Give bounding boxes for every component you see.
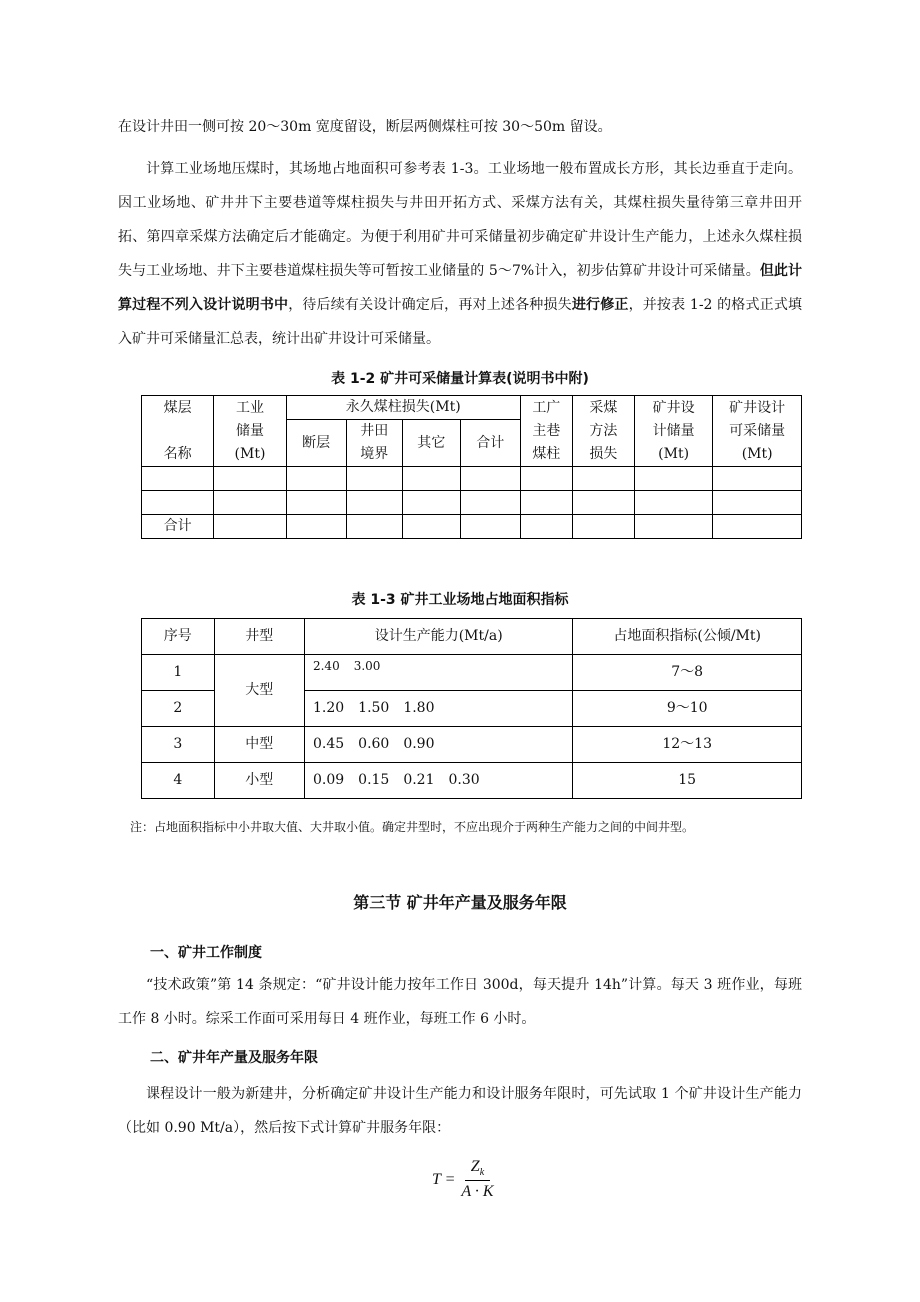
emphasis-text: 但此计算过程不列入设计说明书中 — [118, 263, 802, 313]
header-cell: 序号 — [142, 619, 215, 655]
capacity-value: 0.45 — [312, 736, 345, 752]
paragraph-output: 课程设计一般为新建井，分析确定矿井设计生产能力和设计服务年限时，可先试取 1 个矿井设计生产能力（比如 0.90 Mt/a），然后按下式计算矿井服务年限： — [118, 1086, 802, 1136]
table-row — [142, 515, 802, 539]
table-note: 注：占地面积指标中小井取大值、大井取小值。确定井型时，不应出现介于两种生产能力之间的中间井型。 — [130, 820, 695, 834]
capacity-value: 1.80 — [403, 700, 435, 716]
capacity-values — [304, 691, 572, 727]
header-text: 名称 — [163, 445, 192, 462]
capacity-values — [304, 763, 572, 799]
table-row — [142, 763, 802, 799]
header-cell: 断层 — [286, 420, 346, 467]
section-title: 第三节 矿井年产量及服务年限 — [353, 893, 567, 912]
capacity-value: 3.00 — [353, 659, 381, 673]
header-cell — [142, 396, 214, 467]
area-value: 9～10 — [573, 691, 802, 727]
numerator-subscript: k — [479, 1167, 485, 1179]
row-number: 2 — [142, 691, 215, 727]
header-cell — [713, 396, 802, 467]
capacity-value: 1.20 — [312, 700, 345, 716]
paragraph-text: ，待后续有关设计确定后，再对上述各种损失 — [288, 297, 572, 313]
header-cell: 合计 — [460, 420, 520, 467]
header-text: 煤层 — [163, 399, 192, 416]
header-text: 煤柱 — [532, 445, 561, 462]
header-cell — [634, 396, 712, 467]
capacity-values — [304, 727, 572, 763]
capacity-value: 2.40 — [312, 659, 340, 673]
header-text: (Mt) — [234, 445, 266, 462]
paragraph-text: ，并按表 1-2 的格式正式填入矿井可采储量汇总表，统计出矿井设计可采储量。 — [118, 297, 803, 347]
paragraph-work-system: “技术政策”第 14 条规定：“矿井设计能力按年工作日 300d，每天提升 14h”计算。每天 3 班作业，每班工作 8 小时。综采工作面可采用每日 4 班作业，每班工作 6 小时。 — [118, 977, 802, 1027]
header-cell: 其它 — [402, 420, 460, 467]
mine-type: 中型 — [214, 727, 304, 763]
header-text: 采煤 — [589, 399, 618, 416]
area-value: 12～13 — [573, 727, 802, 763]
table-1-3 — [141, 618, 802, 799]
header-cell — [520, 396, 572, 467]
header-text: 损失 — [589, 445, 618, 462]
header-cell — [214, 396, 286, 467]
table-row — [142, 491, 802, 515]
table-1-3-caption: 表 1-3 矿井工业场地占地面积指标 — [351, 592, 569, 608]
header-text: (Mt) — [658, 445, 690, 462]
table-1-2-caption: 表 1-2 矿井可采储量计算表(说明书中附) — [331, 371, 589, 387]
header-text: 境界 — [360, 446, 389, 462]
formula-fraction — [461, 1158, 493, 1201]
header-text: 矿井设 — [652, 399, 695, 416]
header-text: 储量 — [235, 422, 264, 439]
capacity-value: 0.15 — [358, 772, 390, 788]
header-text: 方法 — [589, 422, 618, 439]
header-text: 井田 — [360, 423, 389, 439]
table-row — [142, 467, 802, 491]
header-text: 工业 — [235, 399, 264, 416]
subsection-title-output: 二、矿井年产量及服务年限 — [150, 1050, 318, 1066]
area-value: 7～8 — [573, 655, 802, 691]
numerator-symbol: Z — [470, 1158, 480, 1175]
area-value: 15 — [573, 763, 802, 799]
header-text: 矿井设计 — [729, 399, 786, 416]
mine-type: 大型 — [214, 655, 304, 727]
service-life-formula — [432, 1158, 494, 1201]
paragraph-industrial-site — [118, 152, 802, 356]
paragraph-coal-pillar: 在设计井田一侧可按 20～30m 宽度留设，断层两侧煤柱可按 30～50m 留设。 — [118, 119, 612, 135]
emphasis-text: 进行修正 — [571, 297, 629, 313]
header-text: (Mt) — [741, 445, 773, 462]
row-number: 3 — [142, 727, 215, 763]
header-cell: 永久煤柱损失(Mt) — [286, 396, 520, 420]
capacity-value: 0.21 — [403, 772, 435, 788]
formula-numerator — [465, 1158, 490, 1181]
table-1-2 — [141, 395, 802, 539]
formula-lhs: T = — [432, 1170, 456, 1188]
table-row — [142, 727, 802, 763]
paragraph-text: 计算工业场地压煤时，其场地占地面积可参考表 1-3。工业场地一般布置成长方形，其长边垂直于走向。因工业场地、矿井井下主要巷道等煤柱损失与井田开拓方式、采煤方法有关，其煤柱损失量待第三章井田开拓、第四章采煤方法确定后才能确定。为便于利用矿井可采储量初步确定矿井设计生产能力，上述永久煤柱损失与工业场地、井下主要巷道煤柱损失等可暂按工业储量的 5～7%计入，初步估算矿井设计可采储量。 — [118, 161, 802, 279]
header-text: 工广 — [532, 399, 561, 416]
header-cell: 占地面积指标(公倾/Mt) — [573, 619, 802, 655]
header-text: 计储量 — [652, 422, 695, 439]
table-row — [142, 655, 802, 691]
capacity-values — [304, 655, 572, 691]
header-text: 主巷 — [532, 422, 561, 439]
header-cell — [572, 396, 634, 467]
capacity-value: 0.90 — [403, 736, 435, 752]
mine-type: 小型 — [214, 763, 304, 799]
capacity-value: 1.50 — [358, 700, 390, 716]
capacity-value: 0.30 — [448, 772, 480, 788]
capacity-value: 0.09 — [312, 772, 345, 788]
total-label: 合计 — [142, 515, 214, 539]
row-number: 1 — [142, 655, 215, 691]
header-cell — [346, 420, 402, 467]
row-number: 4 — [142, 763, 215, 799]
header-cell: 设计生产能力(Mt/a) — [304, 619, 572, 655]
capacity-value: 0.60 — [358, 736, 390, 752]
header-text: 可采储量 — [729, 422, 786, 439]
formula-denominator: A · K — [461, 1183, 494, 1201]
header-cell: 井型 — [214, 619, 304, 655]
subsection-title-work-system: 一、矿井工作制度 — [150, 945, 262, 961]
